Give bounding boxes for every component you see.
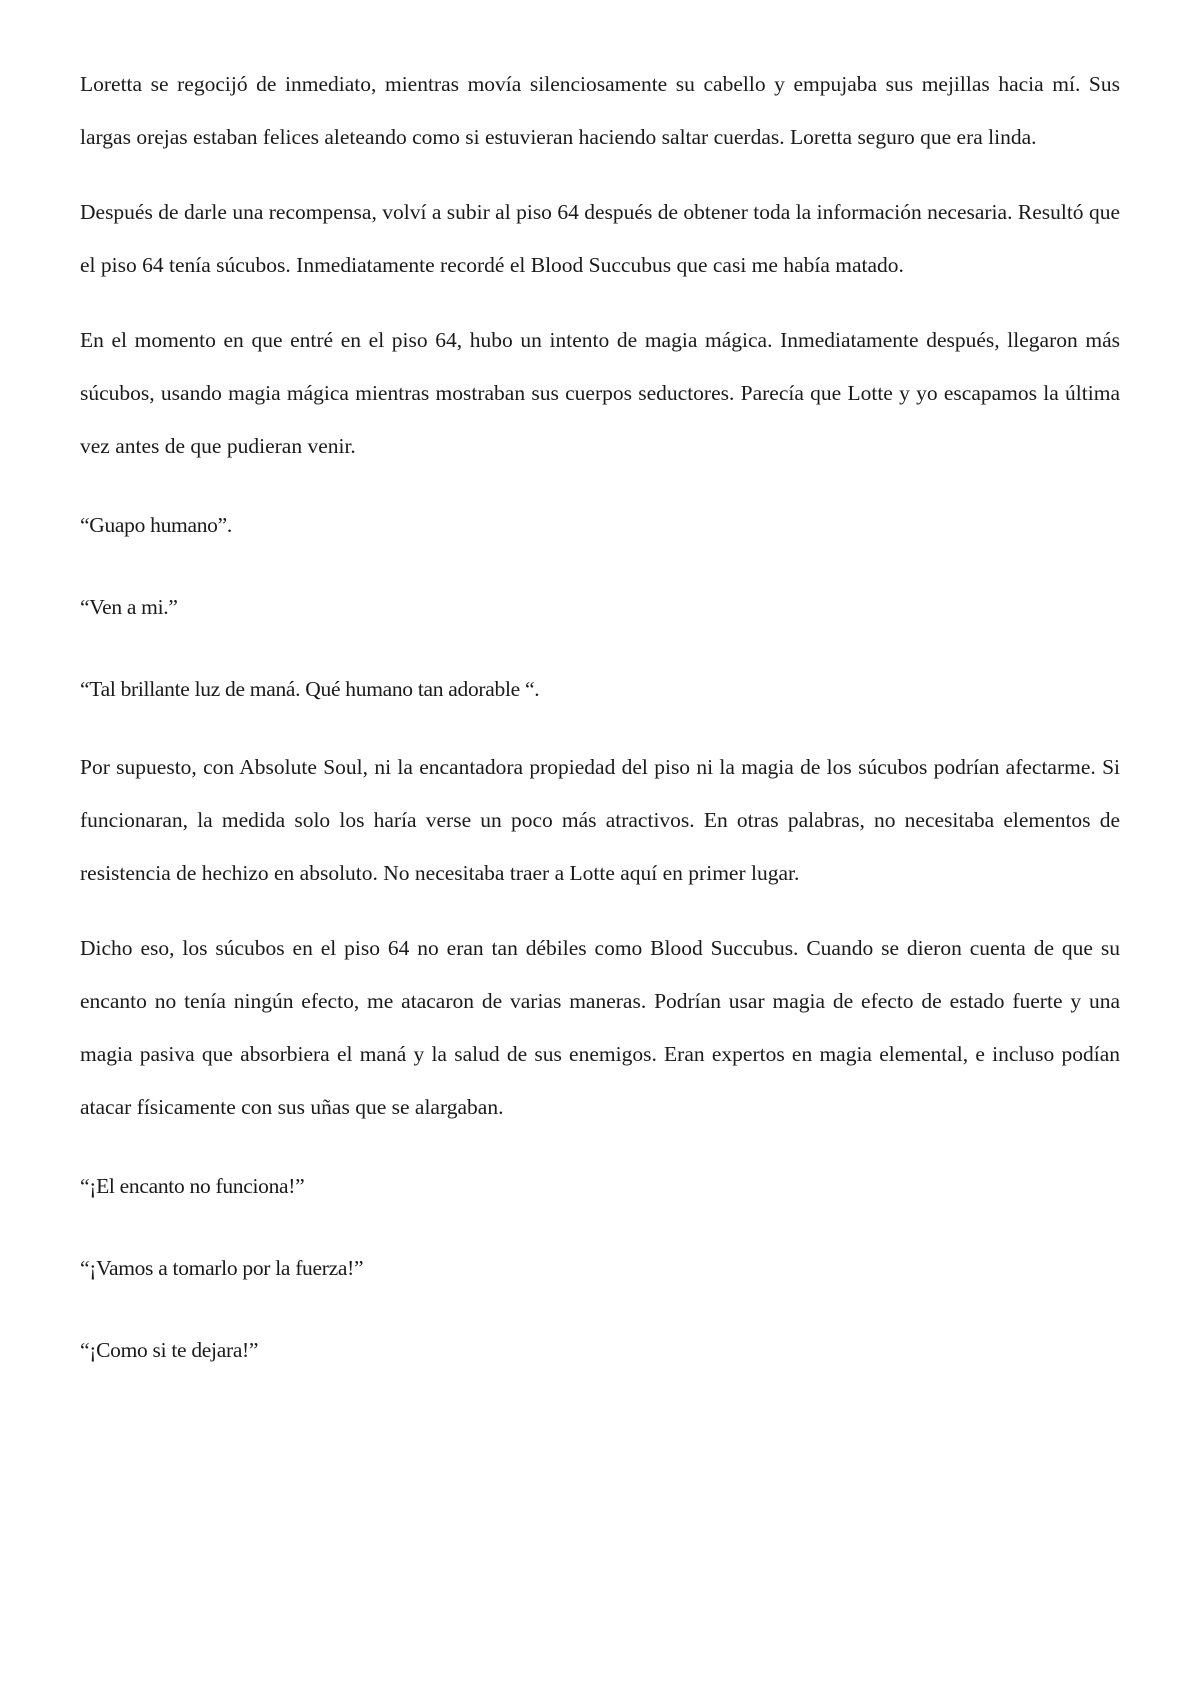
paragraph-4: Por supuesto, con Absolute Soul, ni la encantadora propiedad del piso ni la magia de los súcubos podrían afectarme. Si funcionaran, la medida solo los haría verse un poco más atractivos. En otras palabras, no necesitaba elementos de resistencia de hechizo en absoluto. No necesitaba traer a Lotte aquí en primer lugar. (80, 755, 1120, 885)
paragraph-3: En el momento en que entré en el piso 64, hubo un intento de magia mágica. Inmediatamente después, llegaron más súcubos, usando magia mágica mientras mostraban sus cuerpos seductores. Parecía que Lotte y yo escapamos la última vez antes de que pudieran venir. (80, 328, 1120, 458)
dialog-line-6: “¡Como si te dejara!” (80, 1338, 259, 1362)
paragraph-2: Después de darle una recompensa, volví a subir al piso 64 después de obtener toda la información necesaria. Resultó que el piso 64 tenía súcubos. Inmediatamente recordé el Blood Succubus que casi me había matado. (80, 200, 1120, 277)
dialog-line-5: “¡Vamos a tomarlo por la fuerza!” (80, 1256, 364, 1280)
dialog-line-3: “Tal brillante luz de maná. Qué humano tan adorable “. (80, 677, 540, 701)
dialog-line-1: “Guapo humano”. (80, 513, 232, 537)
paragraph-5: Dicho eso, los súcubos en el piso 64 no eran tan débiles como Blood Succubus. Cuando se dieron cuenta de que su encanto no tenía ningún efecto, me atacaron de varias maneras. Podrían usar magia de efecto de estado fuerte y una magia pasiva que absorbiera el maná y la salud de sus enemigos. Eran expertos en magia elemental, e incluso podían atacar físicamente con sus uñas que se alargaban. (80, 936, 1120, 1119)
paragraph-1: Loretta se regocijó de inmediato, mientras movía silenciosamente su cabello y empujaba sus mejillas hacia mí. Sus largas orejas estaban felices aleteando como si estuvieran haciendo saltar cuerdas. Loretta seguro que era linda. (80, 72, 1120, 149)
dialog-line-2: “Ven a mi.” (80, 595, 178, 619)
document-page (80, 58, 1120, 1402)
dialog-line-4: “¡El encanto no funciona!” (80, 1174, 305, 1198)
